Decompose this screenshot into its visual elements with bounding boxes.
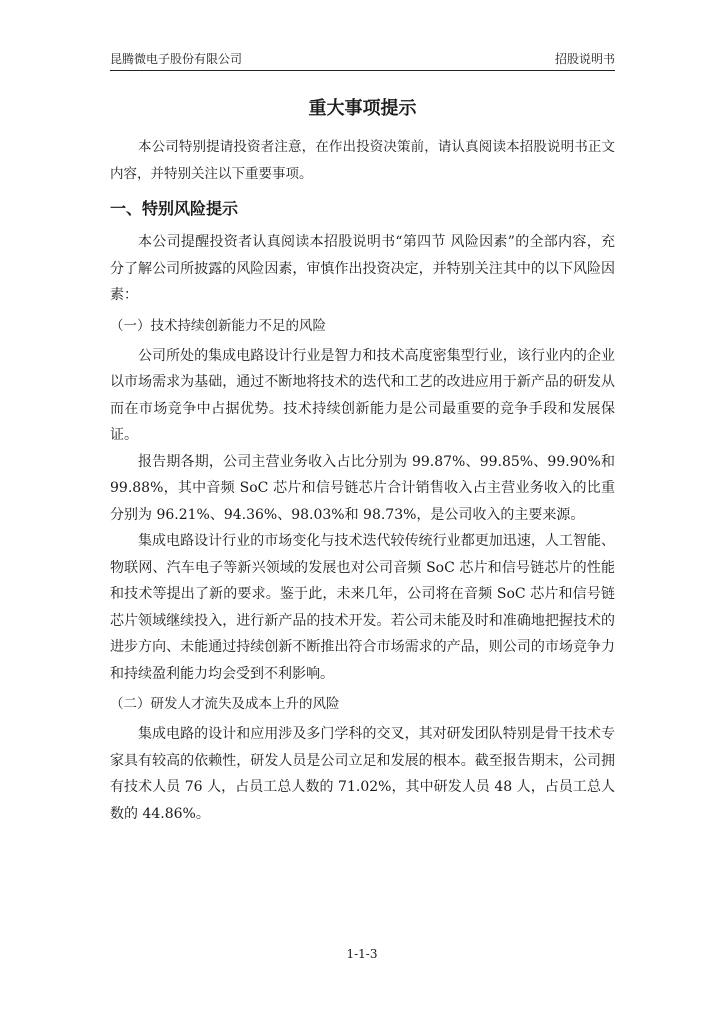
page-title: 重大事项提示 <box>308 98 417 119</box>
innovation-risk-paragraph-1: 公司所处的集成电路设计行业是智力和技术高度密集型行业，该行业内的企业以市场需求为基础，通过不断地将技术的迭代和工艺的改进应用于新产品的研发从而在市场竞争中占据优势。技术持续创新能力是公司最重要的竞争手段和发展保证。 <box>110 347 615 443</box>
section-lead-paragraph: 本公司提醒投资者认真阅读本招股说明书“第四节 风险因素”的全部内容，充分了解公司所披露的风险因素，审慎作出投资决定，并特别关注其中的以下风险因素： <box>110 234 615 303</box>
subsection-heading-innovation-risk: （一）技术持续创新能力不足的风险 <box>110 317 326 334</box>
page-header <box>110 50 615 71</box>
innovation-risk-paragraph-3: 集成电路设计行业的市场变化与技术迭代较传统行业都更加迅速，人工智能、物联网、汽车电子等新兴领域的发展也对公司音频 SoC 芯片和信号链芯片的性能和技术等提出了新的要求。鉴于此，未来几年，公司将在音频 SoC 芯片和信号链芯片领域继续投入，进行新产品的技术开发。若公司未能及时和准确地把握技术的进步方向、未能通过持续创新不断推出符合市场需求的产品，则公司的市场竞争力和持续盈利能力均会受到不利影响。 <box>110 533 615 682</box>
header-company-name: 昆腾微电子股份有限公司 <box>110 52 243 66</box>
page-content <box>110 96 615 827</box>
section-heading-special-risks: 一、特别风险提示 <box>110 199 239 218</box>
subsection-heading-talent-risk: （二）研发人才流失及成本上升的风险 <box>110 696 340 712</box>
page-number: 1-1-3 <box>346 947 378 961</box>
talent-risk-paragraph-1: 集成电路的设计和应用涉及多门学科的交叉，其对研发团队特别是骨干技术专家具有较高的依赖性，研发人员是公司立足和发展的根本。截至报告期末，公司拥有技术人员 76 人，占员工总人数的 71.02%，其中研发人员 48 人，占员工总人数的 44.86%。 <box>110 726 615 822</box>
innovation-risk-paragraph-2: 报告期各期，公司主营业务收入占比分别为 99.87%、99.85%、99.90%和 99.88%，其中音频 SoC 芯片和信号链芯片合计销售收入占主营业务收入的比重分别为 96.21%、94.36%、98.03%和 98.73%，是公司收入的主要来源。 <box>110 453 615 523</box>
intro-paragraph: 本公司特别提请投资者注意，在作出投资决策前，请认真阅读本招股说明书正文内容，并特别关注以下重要事项。 <box>110 139 615 182</box>
header-document-type: 招股说明书 <box>554 52 615 66</box>
